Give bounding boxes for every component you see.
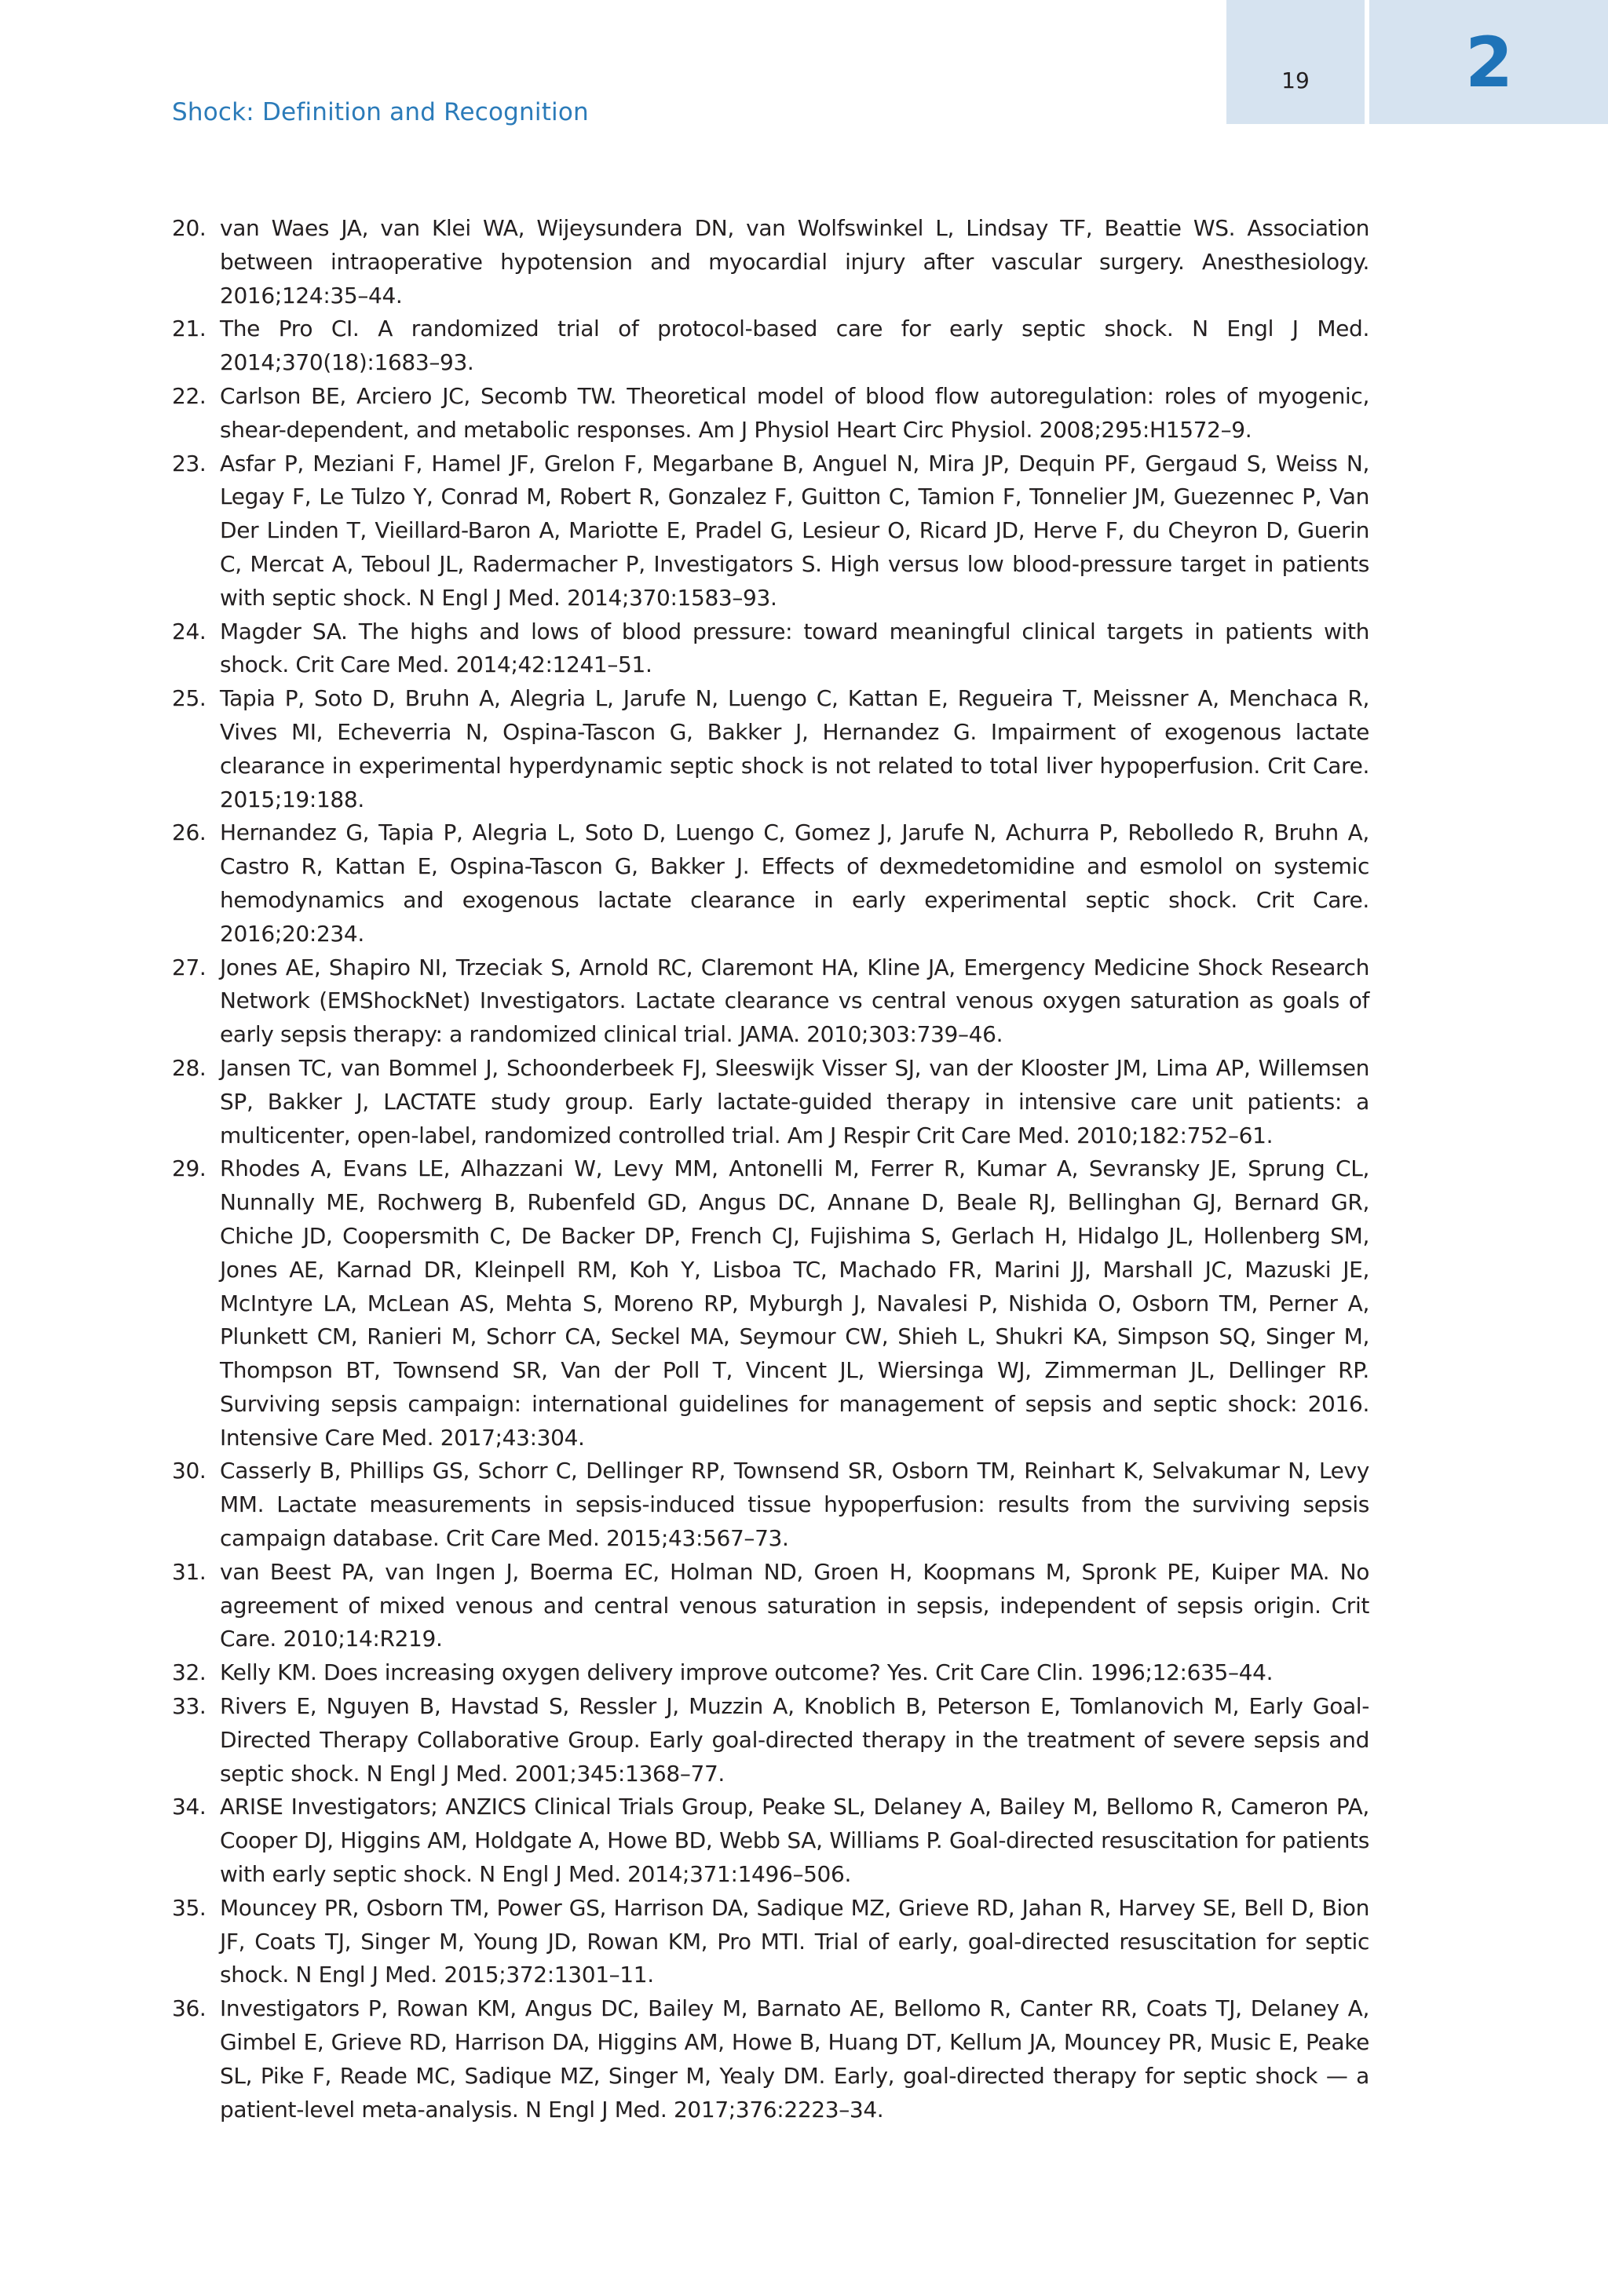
reference-item — [172, 447, 1369, 615]
reference-item — [172, 380, 1369, 447]
reference-item — [172, 1556, 1369, 1656]
reference-item — [172, 1152, 1369, 1455]
reference-text: Carlson BE, Arciero JC, Secomb TW. Theoretical model of blood flow autoregulation: roles of myogenic, shear-dependent, and metabolic responses. Am J Physiol Heart Circ Physiol. 2008;295:H1572–9. — [220, 382, 1369, 443]
reference-text: The Pro CI. A randomized trial of protocol-based care for early septic shock. N Engl J Med. 2014;370(18):1683–93. — [220, 316, 1369, 376]
reference-number: 21. — [172, 316, 206, 342]
reference-item — [172, 1992, 1369, 2126]
reference-text: Rivers E, Nguyen B, Havstad S, Ressler J, Muzzin A, Knoblich B, Peterson E, Tomlanovich M, Early Goal-Directed Therapy Collaborative Group. Early goal-directed therapy in the treatment of severe sepsis and septic shock. N Engl J Med. 2001;345:1368–77. — [220, 1693, 1369, 1787]
reference-text: Kelly KM. Does increasing oxygen delivery improve outcome? Yes. Crit Care Clin. 1996;12:635–44. — [220, 1659, 1274, 1686]
reference-text: Casserly B, Phillips GS, Schorr C, Dellinger RP, Townsend SR, Osborn TM, Reinhart K, Selvakumar N, Levy MM. Lactate measurements in sepsis-induced tissue hypoperfusion: results from the surviving sepsis campaign database. Crit Care Med. 2015;43:567–73. — [220, 1458, 1369, 1552]
page-number-tab — [1226, 0, 1365, 124]
reference-number: 23. — [172, 450, 206, 476]
reference-number: 20. — [172, 215, 206, 241]
reference-number: 26. — [172, 819, 206, 846]
reference-number: 33. — [172, 1693, 206, 1720]
chapter-tab — [1369, 0, 1608, 124]
reference-item — [172, 1892, 1369, 1992]
reference-number: 22. — [172, 382, 206, 409]
reference-item — [172, 816, 1369, 951]
reference-item — [172, 1790, 1369, 1891]
reference-text: van Beest PA, van Ingen J, Boerma EC, Holman ND, Groen H, Koopmans M, Spronk PE, Kuiper MA. No agreement of mixed venous and central venous saturation in sepsis, independent of sepsis origin. Crit Care. 2010;14:R219. — [220, 1558, 1369, 1652]
reference-number: 35. — [172, 1894, 206, 1921]
reference-text: Jansen TC, van Bommel J, Schoonderbeek FJ, Sleeswijk Visser SJ, van der Klooster JM, Lima AP, Willemsen SP, Bakker J, LACTATE study group. Early lactate-guided therapy in intensive care unit patients: a multicenter, open-label, randomized controlled trial. Am J Respir Crit Care Med. 2010;182:752–61. — [220, 1054, 1369, 1148]
reference-number: 25. — [172, 685, 206, 712]
reference-number: 34. — [172, 1794, 206, 1820]
reference-item — [172, 1656, 1369, 1690]
reference-text: Hernandez G, Tapia P, Alegria L, Soto D, Luengo C, Gomez J, Jarufe N, Achurra P, Rebolledo R, Bruhn A, Castro R, Kattan E, Ospina-Tascon G, Bakker J. Effects of dexmedetomidine and esmolol on systemic hemodynamics and exogenous lactate clearance in early experimental septic shock. Crit Care. 2016;20:234. — [220, 819, 1369, 947]
reference-text: Mouncey PR, Osborn TM, Power GS, Harrison DA, Sadique MZ, Grieve RD, Jahan R, Harvey SE, Bell D, Bion JF, Coats TJ, Singer M, Young JD, Rowan KM, Pro MTI. Trial of early, goal-directed resuscitation for septic shock. N Engl J Med. 2015;372:1301–11. — [220, 1894, 1369, 1988]
reference-text: Rhodes A, Evans LE, Alhazzani W, Levy MM, Antonelli M, Ferrer R, Kumar A, Sevransky JE, Sprung CL, Nunnally ME, Rochwerg B, Rubenfeld GD, Angus DC, Annane D, Beale RJ, Bellinghan GJ, Bernard GR, Chiche JD, Coopersmith C, De Backer DP, French CJ, Fujishima S, Gerlach H, Hidalgo JL, Hollenberg SM, Jones AE, Karnad DR, Kleinpell RM, Koh Y, Lisboa TC, Machado FR, Marini JJ, Marshall JC, Mazuski JE, McIntyre LA, McLean AS, Mehta S, Moreno RP, Myburgh J, Navalesi P, Nishida O, Osborn TM, Perner A, Plunkett CM, Ranieri M, Schorr CA, Seckel MA, Seymour CW, Shieh L, Shukri KA, Simpson SQ, Singer M, Thompson BT, Townsend SR, Van der Poll T, Vincent JL, Wiersinga WJ, Zimmerman JL, Dellinger RP. Surviving sepsis campaign: international guidelines for management of sepsis and septic shock: 2016. Intensive Care Med. 2017;43:304. — [220, 1155, 1369, 1451]
reference-text: Tapia P, Soto D, Bruhn A, Alegria L, Jarufe N, Luengo C, Kattan E, Regueira T, Meissner A, Menchaca R, Vives MI, Echeverria N, Ospina-Tascon G, Bakker J, Hernandez G. Impairment of exogenous lactate clearance in experimental hyperdynamic septic shock is not related to total liver hypoperfusion. Crit Care. 2015;19:188. — [220, 685, 1369, 812]
reference-item — [172, 615, 1369, 683]
page-number: 19 — [1281, 68, 1310, 93]
reference-text: Magder SA. The highs and lows of blood pressure: toward meaningful clinical targets in patients with shock. Crit Care Med. 2014;42:1241–51. — [220, 618, 1369, 678]
reference-number: 24. — [172, 618, 206, 644]
reference-text: van Waes JA, van Klei WA, Wijeysundera DN, van Wolfswinkel L, Lindsay TF, Beattie WS. Association between intraoperative hypotension and myocardial injury after vascular surgery. Anesthesiology. 2016;124:35–44. — [220, 215, 1369, 308]
reference-item — [172, 1052, 1369, 1152]
reference-item — [172, 951, 1369, 1052]
reference-list — [172, 212, 1369, 2126]
reference-number: 29. — [172, 1155, 206, 1182]
reference-number: 31. — [172, 1558, 206, 1585]
reference-item — [172, 312, 1369, 380]
reference-item — [172, 1690, 1369, 1790]
reference-text: Investigators P, Rowan KM, Angus DC, Bailey M, Barnato AE, Bellomo R, Canter RR, Coats TJ, Delaney A, Gimbel E, Grieve RD, Harrison DA, Higgins AM, Howe B, Huang DT, Kellum JA, Mouncey PR, Music E, Peake SL, Pike F, Reade MC, Sadique MZ, Singer M, Yealy DM. Early, goal-directed therapy for septic shock — a patient-level meta-analysis. N Engl J Med. 2017;376:2223–34. — [220, 1995, 1369, 2123]
reference-number: 36. — [172, 1995, 206, 2022]
reference-number: 28. — [172, 1054, 206, 1081]
reference-number: 27. — [172, 954, 206, 980]
reference-number: 32. — [172, 1659, 206, 1686]
reference-text: Jones AE, Shapiro NI, Trzeciak S, Arnold RC, Claremont HA, Kline JA, Emergency Medicine Shock Research Network (EMShockNet) Investigators. Lactate clearance vs central venous oxygen saturation as goals of early sepsis therapy: a randomized clinical trial. JAMA. 2010;303:739–46. — [220, 954, 1369, 1048]
chapter-number: 2 — [1465, 22, 1514, 103]
running-header-title: Shock: Definition and Recognition — [172, 98, 589, 126]
reference-item — [172, 682, 1369, 816]
reference-text: Asfar P, Meziani F, Hamel JF, Grelon F, Megarbane B, Anguel N, Mira JP, Dequin PF, Gergaud S, Weiss N, Legay F, Le Tulzo Y, Conrad M, Robert R, Gonzalez F, Guitton C, Tamion F, Tonnelier JM, Guezennec P, Van Der Linden T, Vieillard-Baron A, Mariotte E, Pradel G, Lesieur O, Ricard JD, Herve F, du Cheyron D, Guerin C, Mercat A, Teboul JL, Radermacher P, Investigators S. High versus low blood-pressure target in patients with septic shock. N Engl J Med. 2014;370:1583–93. — [220, 450, 1369, 611]
reference-item — [172, 1455, 1369, 1555]
reference-number: 30. — [172, 1458, 206, 1484]
reference-item — [172, 212, 1369, 312]
reference-text: ARISE Investigators; ANZICS Clinical Trials Group, Peake SL, Delaney A, Bailey M, Bellomo R, Cameron PA, Cooper DJ, Higgins AM, Holdgate A, Howe BD, Webb SA, Williams P. Goal-directed resuscitation for patients with early septic shock. N Engl J Med. 2014;371:1496–506. — [220, 1794, 1369, 1888]
